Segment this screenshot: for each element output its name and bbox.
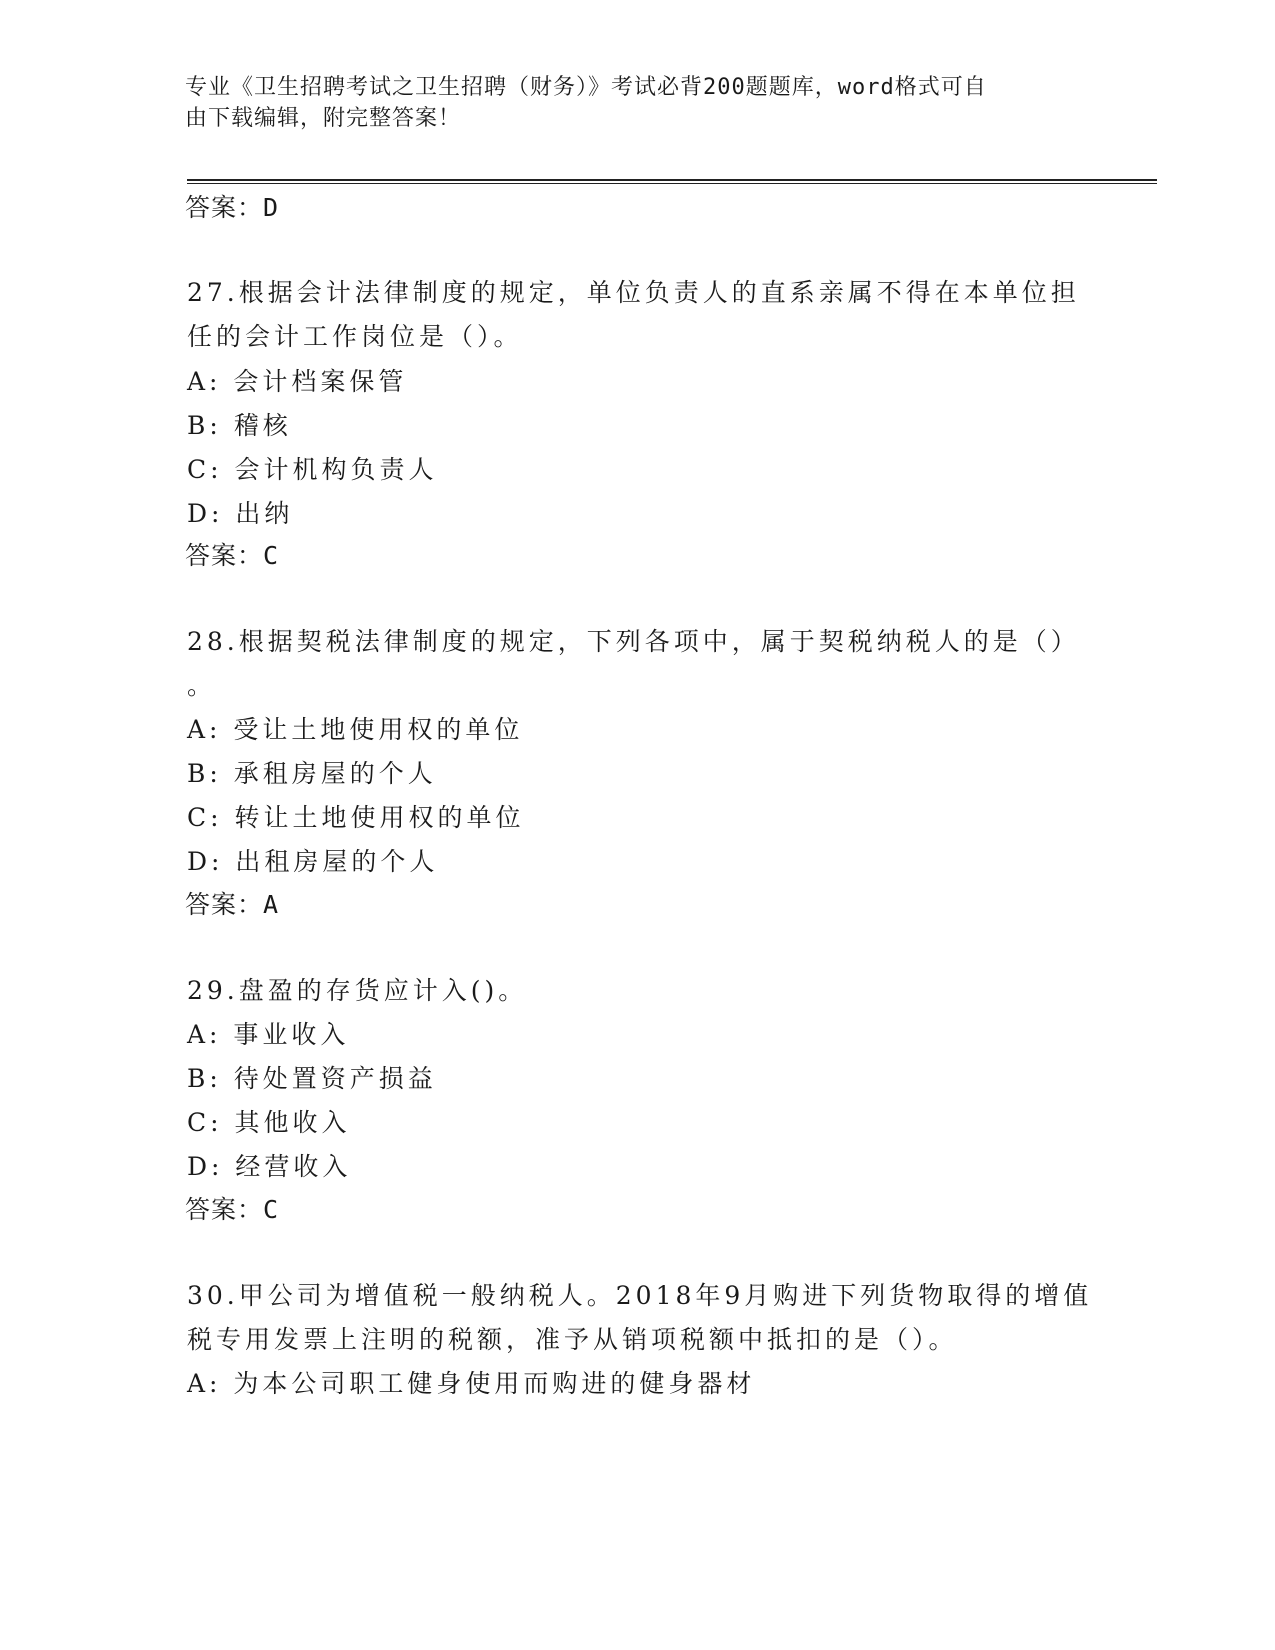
answer-value: A (263, 890, 280, 919)
question-29-answer (185, 1190, 279, 1226)
question-28-stem-line-1: 28.根据契税法律制度的规定，下列各项中，属于契税纳税人的是（） (187, 627, 1080, 656)
header-divider (187, 179, 1157, 184)
question-28-option-b: B: 承租房屋的个人 (187, 759, 437, 788)
question-28-answer (185, 885, 279, 921)
question-28-option-a: A: 受让土地使用权的单位 (187, 715, 524, 744)
question-27-option-c: C: 会计机构负责人 (187, 455, 438, 484)
answer-line (185, 188, 279, 224)
answer-label: 答案： (185, 541, 264, 570)
question-30-stem-line-1: 30.甲公司为增值税一般纳税人。2018年9月购进下列货物取得的增值 (187, 1281, 1093, 1310)
question-30-stem-line-2: 税专用发票上注明的税额，准予从销项税额中抵扣的是（）。 (187, 1325, 958, 1354)
question-29-option-c: C: 其他收入 (187, 1108, 351, 1137)
answer-label: 答案： (185, 890, 264, 919)
question-29-option-d: D: 经营收入 (187, 1152, 352, 1181)
question-27-option-a: A: 会计档案保管 (187, 367, 408, 396)
answer-value: D (263, 193, 280, 222)
question-30-option-a: A: 为本公司职工健身使用而购进的健身器材 (187, 1369, 756, 1398)
question-29-option-b: B: 待处置资产损益 (187, 1064, 437, 1093)
answer-label: 答案： (185, 193, 264, 222)
question-27-option-b: B: 稽核 (187, 411, 292, 440)
question-29-option-a: A: 事业收入 (187, 1020, 350, 1049)
question-28-option-c: C: 转让土地使用权的单位 (187, 803, 525, 832)
question-27-option-d: D: 出纳 (187, 499, 294, 528)
header-line-2: 由下载编辑，附完整答案！ (185, 106, 462, 131)
question-28-stem-line-2: 。 (187, 671, 217, 700)
question-27-answer (185, 536, 279, 572)
question-28-option-d: D: 出租房屋的个人 (187, 847, 439, 876)
document-header (185, 72, 1065, 134)
question-27-stem-line-1: 27.根据会计法律制度的规定，单位负责人的直系亲属不得在本单位担 (187, 278, 1080, 307)
question-27-stem-line-2: 任的会计工作岗位是（）。 (187, 322, 523, 351)
question-29-stem-line-1: 29.盘盈的存货应计入()。 (187, 976, 528, 1005)
answer-value: C (263, 1195, 280, 1224)
header-line-1: 专业《卫生招聘考试之卫生招聘（财务）》考试必背200题题库，word格式可自 (185, 75, 987, 100)
answer-value: C (263, 541, 280, 570)
answer-label: 答案： (185, 1195, 264, 1224)
